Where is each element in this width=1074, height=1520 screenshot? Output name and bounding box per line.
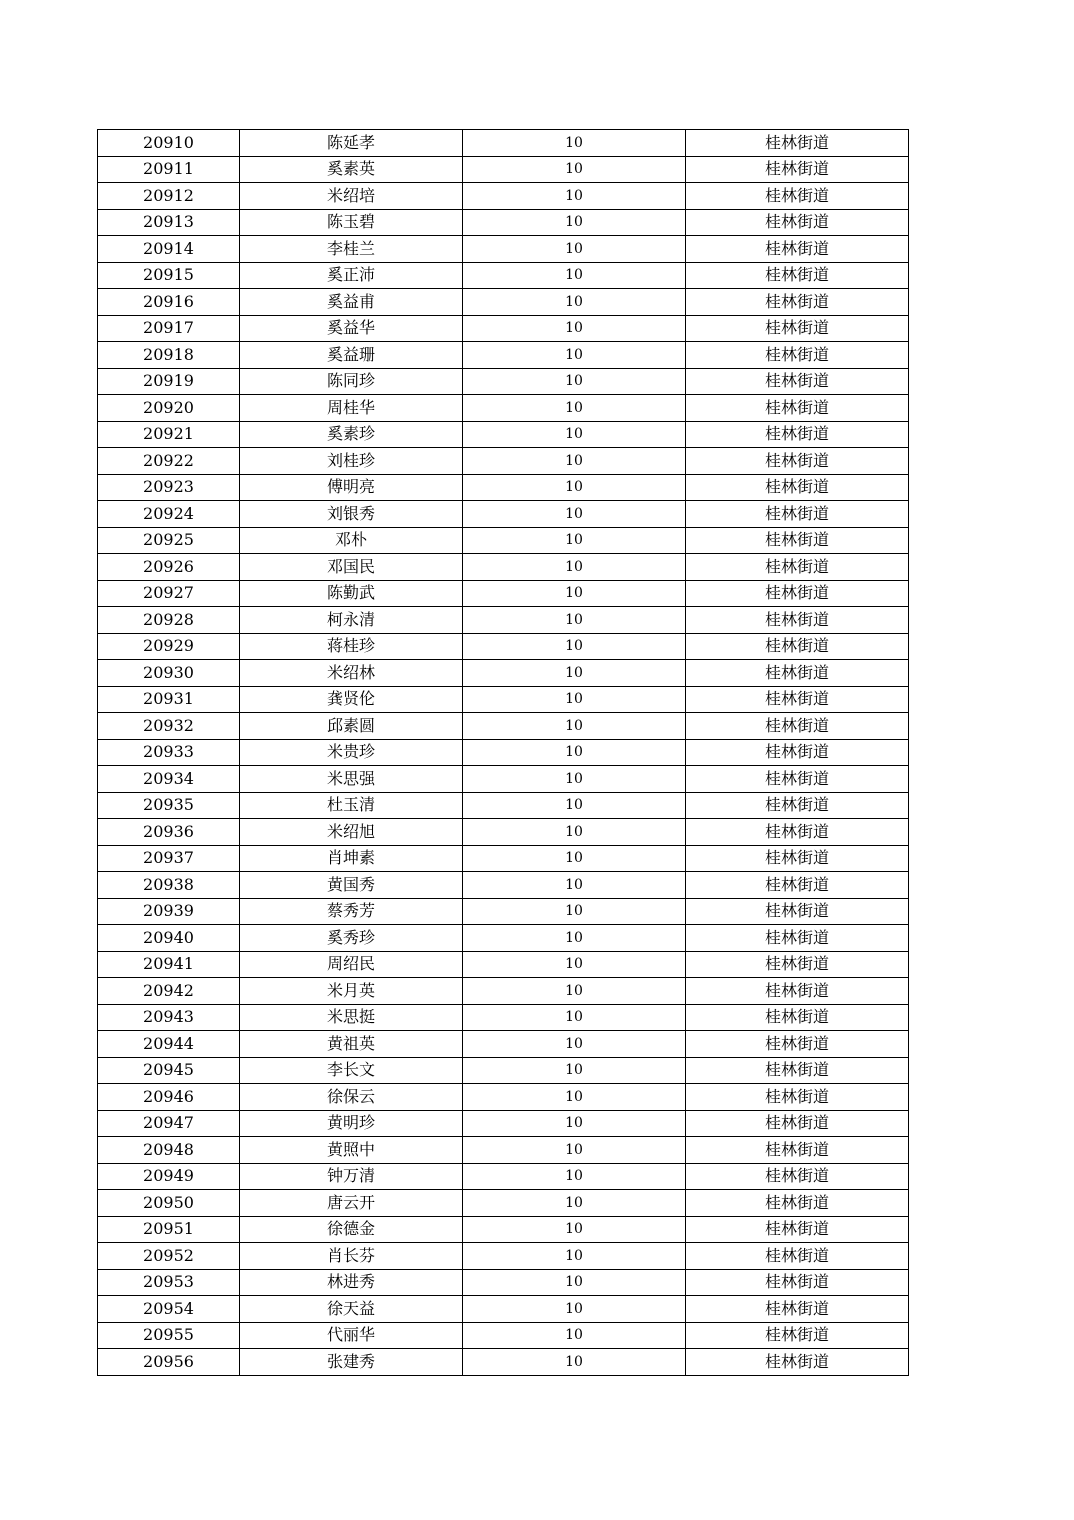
cell-amount: 10 bbox=[463, 1031, 686, 1058]
table-row bbox=[98, 1349, 909, 1376]
cell-street: 桂林街道 bbox=[686, 1110, 909, 1137]
cell-street: 桂林街道 bbox=[686, 1163, 909, 1190]
cell-id: 20911 bbox=[98, 156, 240, 183]
table-row bbox=[98, 1216, 909, 1243]
table-row bbox=[98, 209, 909, 236]
cell-street: 桂林街道 bbox=[686, 660, 909, 687]
cell-id: 20920 bbox=[98, 395, 240, 422]
cell-amount: 10 bbox=[463, 660, 686, 687]
cell-street: 桂林街道 bbox=[686, 315, 909, 342]
table-row bbox=[98, 792, 909, 819]
table-row bbox=[98, 1269, 909, 1296]
cell-name: 奚秀珍 bbox=[240, 925, 463, 952]
cell-id: 20915 bbox=[98, 262, 240, 289]
cell-street: 桂林街道 bbox=[686, 209, 909, 236]
cell-name: 奚正沛 bbox=[240, 262, 463, 289]
cell-street: 桂林街道 bbox=[686, 978, 909, 1005]
cell-name: 米思挺 bbox=[240, 1004, 463, 1031]
table-row bbox=[98, 554, 909, 581]
cell-id: 20955 bbox=[98, 1322, 240, 1349]
cell-amount: 10 bbox=[463, 792, 686, 819]
cell-name: 米绍林 bbox=[240, 660, 463, 687]
table-row bbox=[98, 395, 909, 422]
cell-id: 20913 bbox=[98, 209, 240, 236]
cell-id: 20916 bbox=[98, 289, 240, 316]
cell-street: 桂林街道 bbox=[686, 236, 909, 263]
cell-amount: 10 bbox=[463, 1163, 686, 1190]
cell-amount: 10 bbox=[463, 978, 686, 1005]
cell-id: 20917 bbox=[98, 315, 240, 342]
cell-id: 20937 bbox=[98, 845, 240, 872]
cell-amount: 10 bbox=[463, 925, 686, 952]
table-row bbox=[98, 898, 909, 925]
cell-id: 20930 bbox=[98, 660, 240, 687]
cell-name: 米绍旭 bbox=[240, 819, 463, 846]
cell-name: 陈延孝 bbox=[240, 130, 463, 157]
cell-name: 蔡秀芳 bbox=[240, 898, 463, 925]
table-row bbox=[98, 951, 909, 978]
cell-name: 杜玉清 bbox=[240, 792, 463, 819]
table-row bbox=[98, 766, 909, 793]
cell-id: 20919 bbox=[98, 368, 240, 395]
cell-amount: 10 bbox=[463, 898, 686, 925]
cell-street: 桂林街道 bbox=[686, 395, 909, 422]
cell-amount: 10 bbox=[463, 1110, 686, 1137]
cell-amount: 10 bbox=[463, 262, 686, 289]
table-row bbox=[98, 978, 909, 1005]
cell-id: 20939 bbox=[98, 898, 240, 925]
cell-amount: 10 bbox=[463, 209, 686, 236]
cell-id: 20941 bbox=[98, 951, 240, 978]
cell-amount: 10 bbox=[463, 289, 686, 316]
table-row bbox=[98, 713, 909, 740]
cell-street: 桂林街道 bbox=[686, 421, 909, 448]
table-row bbox=[98, 1057, 909, 1084]
cell-name: 周绍民 bbox=[240, 951, 463, 978]
cell-amount: 10 bbox=[463, 395, 686, 422]
cell-id: 20929 bbox=[98, 633, 240, 660]
cell-id: 20932 bbox=[98, 713, 240, 740]
table-row bbox=[98, 686, 909, 713]
cell-name: 龚贤伦 bbox=[240, 686, 463, 713]
table-row bbox=[98, 421, 909, 448]
cell-amount: 10 bbox=[463, 501, 686, 528]
cell-name: 陈勤武 bbox=[240, 580, 463, 607]
cell-id: 20949 bbox=[98, 1163, 240, 1190]
cell-name: 邱素圆 bbox=[240, 713, 463, 740]
cell-street: 桂林街道 bbox=[686, 686, 909, 713]
cell-street: 桂林街道 bbox=[686, 527, 909, 554]
cell-amount: 10 bbox=[463, 1243, 686, 1270]
table-row bbox=[98, 448, 909, 475]
cell-amount: 10 bbox=[463, 1269, 686, 1296]
cell-street: 桂林街道 bbox=[686, 1031, 909, 1058]
cell-amount: 10 bbox=[463, 1322, 686, 1349]
cell-id: 20923 bbox=[98, 474, 240, 501]
cell-name: 傅明亮 bbox=[240, 474, 463, 501]
cell-name: 柯永清 bbox=[240, 607, 463, 634]
cell-id: 20948 bbox=[98, 1137, 240, 1164]
cell-id: 20952 bbox=[98, 1243, 240, 1270]
cell-name: 邓朴 bbox=[240, 527, 463, 554]
cell-id: 20927 bbox=[98, 580, 240, 607]
cell-street: 桂林街道 bbox=[686, 289, 909, 316]
cell-street: 桂林街道 bbox=[686, 845, 909, 872]
cell-id: 20947 bbox=[98, 1110, 240, 1137]
cell-amount: 10 bbox=[463, 421, 686, 448]
cell-street: 桂林街道 bbox=[686, 1243, 909, 1270]
cell-name: 唐云开 bbox=[240, 1190, 463, 1217]
cell-name: 陈同珍 bbox=[240, 368, 463, 395]
cell-id: 20921 bbox=[98, 421, 240, 448]
cell-name: 米思强 bbox=[240, 766, 463, 793]
cell-amount: 10 bbox=[463, 554, 686, 581]
cell-amount: 10 bbox=[463, 474, 686, 501]
cell-street: 桂林街道 bbox=[686, 130, 909, 157]
cell-id: 20942 bbox=[98, 978, 240, 1005]
table-row bbox=[98, 1110, 909, 1137]
cell-amount: 10 bbox=[463, 183, 686, 210]
cell-street: 桂林街道 bbox=[686, 1322, 909, 1349]
table-row bbox=[98, 660, 909, 687]
cell-name: 奚益华 bbox=[240, 315, 463, 342]
table-row bbox=[98, 819, 909, 846]
cell-id: 20935 bbox=[98, 792, 240, 819]
cell-id: 20951 bbox=[98, 1216, 240, 1243]
cell-name: 米贵珍 bbox=[240, 739, 463, 766]
cell-street: 桂林街道 bbox=[686, 183, 909, 210]
cell-street: 桂林街道 bbox=[686, 819, 909, 846]
cell-street: 桂林街道 bbox=[686, 925, 909, 952]
table-row bbox=[98, 501, 909, 528]
cell-street: 桂林街道 bbox=[686, 474, 909, 501]
cell-street: 桂林街道 bbox=[686, 554, 909, 581]
cell-name: 奚益珊 bbox=[240, 342, 463, 369]
table-row bbox=[98, 236, 909, 263]
cell-name: 周桂华 bbox=[240, 395, 463, 422]
cell-street: 桂林街道 bbox=[686, 1084, 909, 1111]
table-row bbox=[98, 925, 909, 952]
cell-name: 李桂兰 bbox=[240, 236, 463, 263]
table-row bbox=[98, 1190, 909, 1217]
cell-street: 桂林街道 bbox=[686, 156, 909, 183]
cell-name: 黄祖英 bbox=[240, 1031, 463, 1058]
cell-name: 奚素珍 bbox=[240, 421, 463, 448]
cell-amount: 10 bbox=[463, 1084, 686, 1111]
cell-amount: 10 bbox=[463, 236, 686, 263]
table-row bbox=[98, 130, 909, 157]
cell-amount: 10 bbox=[463, 1057, 686, 1084]
cell-street: 桂林街道 bbox=[686, 368, 909, 395]
cell-id: 20928 bbox=[98, 607, 240, 634]
cell-name: 黄国秀 bbox=[240, 872, 463, 899]
cell-name: 钟万清 bbox=[240, 1163, 463, 1190]
cell-amount: 10 bbox=[463, 607, 686, 634]
cell-amount: 10 bbox=[463, 580, 686, 607]
cell-amount: 10 bbox=[463, 1296, 686, 1323]
cell-amount: 10 bbox=[463, 527, 686, 554]
cell-id: 20936 bbox=[98, 819, 240, 846]
table-row bbox=[98, 1322, 909, 1349]
cell-street: 桂林街道 bbox=[686, 448, 909, 475]
cell-street: 桂林街道 bbox=[686, 342, 909, 369]
table-row bbox=[98, 1084, 909, 1111]
cell-street: 桂林街道 bbox=[686, 262, 909, 289]
cell-name: 代丽华 bbox=[240, 1322, 463, 1349]
cell-amount: 10 bbox=[463, 766, 686, 793]
table-row bbox=[98, 1004, 909, 1031]
cell-name: 陈玉碧 bbox=[240, 209, 463, 236]
cell-amount: 10 bbox=[463, 633, 686, 660]
table-row bbox=[98, 1296, 909, 1323]
data-table bbox=[97, 129, 909, 1376]
cell-id: 20933 bbox=[98, 739, 240, 766]
cell-amount: 10 bbox=[463, 130, 686, 157]
cell-id: 20954 bbox=[98, 1296, 240, 1323]
table-row bbox=[98, 580, 909, 607]
cell-amount: 10 bbox=[463, 872, 686, 899]
cell-street: 桂林街道 bbox=[686, 607, 909, 634]
table-row bbox=[98, 156, 909, 183]
cell-amount: 10 bbox=[463, 739, 686, 766]
cell-id: 20931 bbox=[98, 686, 240, 713]
table-row bbox=[98, 739, 909, 766]
cell-street: 桂林街道 bbox=[686, 872, 909, 899]
cell-id: 20943 bbox=[98, 1004, 240, 1031]
cell-name: 刘桂珍 bbox=[240, 448, 463, 475]
cell-name: 徐德金 bbox=[240, 1216, 463, 1243]
cell-name: 徐保云 bbox=[240, 1084, 463, 1111]
cell-id: 20945 bbox=[98, 1057, 240, 1084]
cell-id: 20924 bbox=[98, 501, 240, 528]
cell-name: 奚益甫 bbox=[240, 289, 463, 316]
cell-name: 徐天益 bbox=[240, 1296, 463, 1323]
table-row bbox=[98, 1137, 909, 1164]
cell-amount: 10 bbox=[463, 1137, 686, 1164]
cell-street: 桂林街道 bbox=[686, 633, 909, 660]
cell-street: 桂林街道 bbox=[686, 951, 909, 978]
cell-name: 肖长芬 bbox=[240, 1243, 463, 1270]
cell-id: 20926 bbox=[98, 554, 240, 581]
table-row bbox=[98, 1243, 909, 1270]
cell-street: 桂林街道 bbox=[686, 580, 909, 607]
cell-id: 20922 bbox=[98, 448, 240, 475]
cell-name: 蒋桂珍 bbox=[240, 633, 463, 660]
cell-name: 米月英 bbox=[240, 978, 463, 1005]
cell-amount: 10 bbox=[463, 951, 686, 978]
cell-street: 桂林街道 bbox=[686, 1216, 909, 1243]
table-row bbox=[98, 845, 909, 872]
cell-name: 林进秀 bbox=[240, 1269, 463, 1296]
cell-id: 20934 bbox=[98, 766, 240, 793]
cell-street: 桂林街道 bbox=[686, 1296, 909, 1323]
table-row bbox=[98, 633, 909, 660]
cell-street: 桂林街道 bbox=[686, 713, 909, 740]
cell-id: 20912 bbox=[98, 183, 240, 210]
cell-amount: 10 bbox=[463, 1216, 686, 1243]
table-row bbox=[98, 289, 909, 316]
cell-name: 奚素英 bbox=[240, 156, 463, 183]
cell-street: 桂林街道 bbox=[686, 792, 909, 819]
table-row bbox=[98, 368, 909, 395]
cell-amount: 10 bbox=[463, 342, 686, 369]
cell-name: 刘银秀 bbox=[240, 501, 463, 528]
cell-amount: 10 bbox=[463, 1349, 686, 1376]
cell-id: 20914 bbox=[98, 236, 240, 263]
cell-id: 20910 bbox=[98, 130, 240, 157]
cell-amount: 10 bbox=[463, 686, 686, 713]
cell-amount: 10 bbox=[463, 368, 686, 395]
cell-amount: 10 bbox=[463, 845, 686, 872]
table-row bbox=[98, 315, 909, 342]
table-row bbox=[98, 1163, 909, 1190]
cell-street: 桂林街道 bbox=[686, 766, 909, 793]
cell-name: 肖坤素 bbox=[240, 845, 463, 872]
cell-amount: 10 bbox=[463, 156, 686, 183]
cell-street: 桂林街道 bbox=[686, 1190, 909, 1217]
cell-id: 20940 bbox=[98, 925, 240, 952]
table-row bbox=[98, 342, 909, 369]
cell-name: 邓国民 bbox=[240, 554, 463, 581]
cell-name: 黄照中 bbox=[240, 1137, 463, 1164]
cell-name: 米绍培 bbox=[240, 183, 463, 210]
cell-id: 20950 bbox=[98, 1190, 240, 1217]
cell-id: 20953 bbox=[98, 1269, 240, 1296]
cell-amount: 10 bbox=[463, 448, 686, 475]
cell-amount: 10 bbox=[463, 1004, 686, 1031]
cell-id: 20956 bbox=[98, 1349, 240, 1376]
cell-street: 桂林街道 bbox=[686, 1004, 909, 1031]
cell-id: 20944 bbox=[98, 1031, 240, 1058]
cell-id: 20946 bbox=[98, 1084, 240, 1111]
cell-amount: 10 bbox=[463, 315, 686, 342]
cell-name: 黄明珍 bbox=[240, 1110, 463, 1137]
cell-street: 桂林街道 bbox=[686, 898, 909, 925]
table-body bbox=[98, 130, 909, 1376]
cell-street: 桂林街道 bbox=[686, 739, 909, 766]
cell-id: 20918 bbox=[98, 342, 240, 369]
cell-amount: 10 bbox=[463, 819, 686, 846]
cell-name: 张建秀 bbox=[240, 1349, 463, 1376]
cell-name: 李长文 bbox=[240, 1057, 463, 1084]
cell-street: 桂林街道 bbox=[686, 1349, 909, 1376]
table-row bbox=[98, 1031, 909, 1058]
table-row bbox=[98, 872, 909, 899]
cell-amount: 10 bbox=[463, 713, 686, 740]
table-row bbox=[98, 607, 909, 634]
table-row bbox=[98, 262, 909, 289]
cell-amount: 10 bbox=[463, 1190, 686, 1217]
cell-street: 桂林街道 bbox=[686, 1137, 909, 1164]
table-row bbox=[98, 527, 909, 554]
cell-id: 20938 bbox=[98, 872, 240, 899]
table-row bbox=[98, 474, 909, 501]
cell-street: 桂林街道 bbox=[686, 1269, 909, 1296]
cell-street: 桂林街道 bbox=[686, 501, 909, 528]
cell-id: 20925 bbox=[98, 527, 240, 554]
cell-street: 桂林街道 bbox=[686, 1057, 909, 1084]
table-row bbox=[98, 183, 909, 210]
